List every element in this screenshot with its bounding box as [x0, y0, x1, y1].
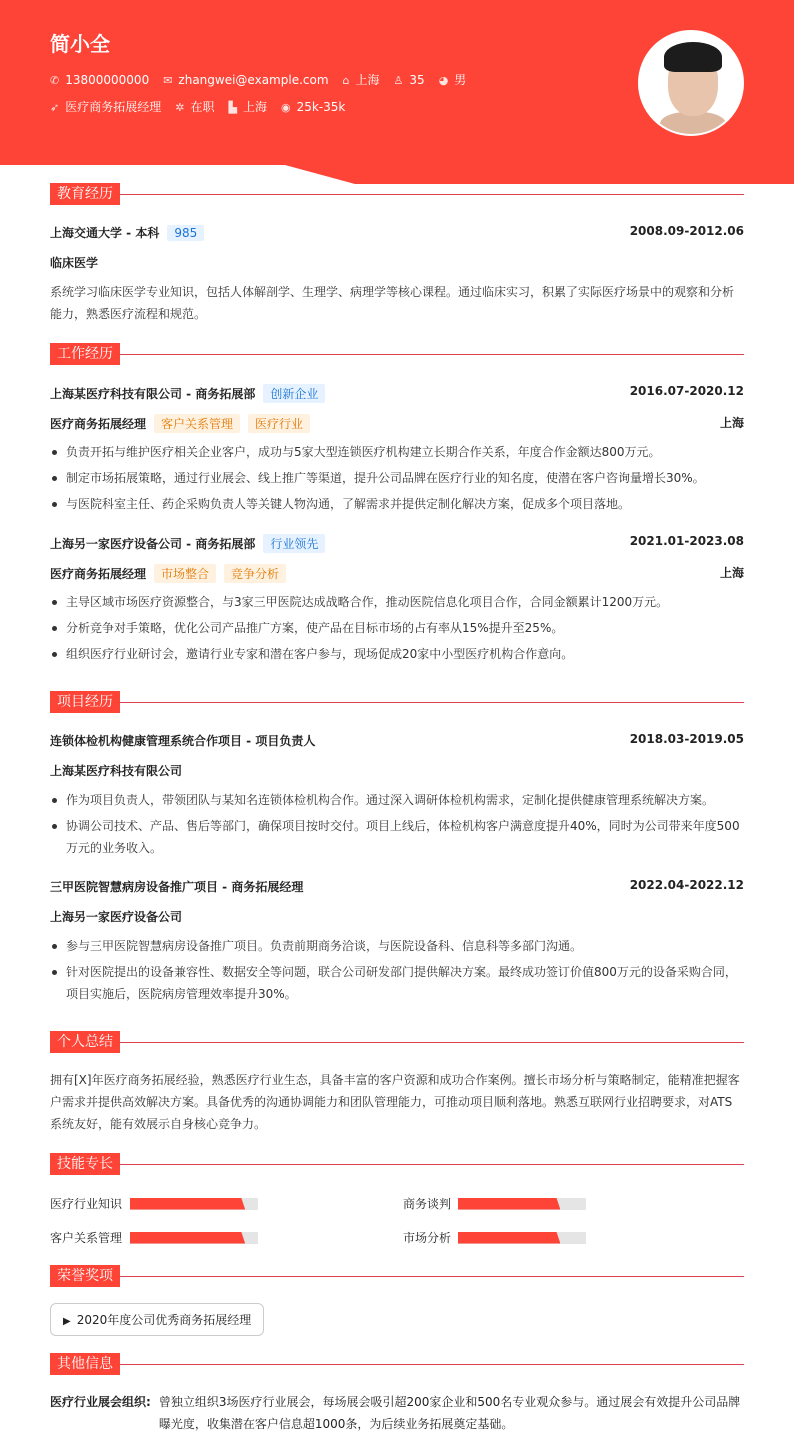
- skill-bar: [458, 1232, 586, 1244]
- list-item: 参与三甲医院智慧病房设备推广项目。负责前期商务洽谈，与医院设备科、信息科等多部门沟通。: [50, 935, 744, 957]
- building-icon: ▙: [228, 101, 237, 114]
- work-bullets: [50, 591, 744, 669]
- education-row: [50, 224, 744, 241]
- project-row: [50, 732, 744, 749]
- project-bullets: [50, 935, 744, 1009]
- work-bullets: [50, 441, 744, 519]
- work-period: 2021.01-2023.08: [629, 534, 744, 548]
- candidate-name: 简小全: [50, 32, 110, 56]
- section-title: 技能专长: [50, 1153, 120, 1175]
- section-title: 个人总结: [50, 1031, 120, 1053]
- project-title: 三甲医院智慧病房设备推广项目 - 商务拓展经理: [50, 880, 304, 894]
- project-period: 2018.03-2019.05: [629, 732, 744, 746]
- list-item: 分析竞争对手策略，优化公司产品推广方案，使产品在目标市场的占有率从15%提升至25%。: [50, 617, 744, 639]
- section-title: 工作经历: [50, 343, 120, 365]
- skill-tag: 竞争分析: [224, 564, 286, 583]
- section-title: 教育经历: [50, 183, 120, 205]
- company: 上海另一家医疗设备公司 - 商务拓展部: [50, 537, 256, 551]
- work-role-row: [50, 564, 744, 583]
- company: 上海某医疗科技有限公司 - 商务拓展部: [50, 387, 256, 401]
- skill-bar-fill: [458, 1232, 560, 1244]
- phone: 13800000000: [65, 72, 150, 87]
- age: 35: [409, 72, 425, 87]
- summary-text: 拥有[X]年医疗商务拓展经验，熟悉医疗行业生态，具备丰富的客户资源和成功合作案例。擅长市场分析与策略制定，能精准把握客户需求并提供高效解决方案。具备优秀的沟通协调能力和团队管理能力，可推动项目顺利落地。熟悉互联网行业招聘要求，对ATS系统友好，能有效展示自身核心竞争力。: [50, 1073, 740, 1131]
- role: 医疗商务拓展经理: [50, 567, 147, 581]
- skill-bar-fill: [130, 1198, 245, 1210]
- target-city: 上海: [242, 100, 267, 114]
- email: zhangwei@example.com: [178, 72, 329, 87]
- skill-bar: [458, 1198, 586, 1210]
- list-item: 负责开拓与维护医疗相关企业客户，成功与5家大型连锁医疗机构建立长期合作关系，年度合作金额达800万元。: [50, 441, 744, 463]
- work-company-row: [50, 534, 744, 553]
- education-period: 2008.09-2012.06: [629, 224, 744, 238]
- work-role-row: [50, 414, 744, 433]
- work-city: 上海: [719, 416, 744, 430]
- company-tag: 创新企业: [263, 384, 325, 403]
- caret-right-icon: ▶: [63, 1316, 71, 1327]
- job-row: [50, 98, 345, 115]
- section-work: [50, 343, 744, 365]
- mail-icon: ✉: [163, 73, 173, 87]
- home-icon: ⌂: [342, 74, 350, 87]
- city: 上海: [355, 73, 380, 87]
- company-tag: 行业领先: [263, 534, 325, 553]
- skill-item: 商务谈判: [403, 1195, 586, 1212]
- skill-item: 客户关系管理: [50, 1229, 258, 1246]
- school: 上海交通大学 - 本科: [50, 226, 160, 240]
- section-projects: [50, 691, 744, 713]
- section-other: [50, 1353, 744, 1375]
- skill-bar: [130, 1232, 258, 1244]
- role: 医疗商务拓展经理: [50, 417, 147, 431]
- skill-tag: 市场整合: [154, 564, 216, 583]
- school-tag: 985: [167, 225, 204, 241]
- work-company-row: [50, 384, 744, 403]
- section-title: 项目经历: [50, 691, 120, 713]
- contact-row: [50, 71, 466, 88]
- list-item: 协调公司技术、产品、售后等部门，确保项目按时交付。项目上线后，体检机构客户满意度提升40%，同时为公司带来年度500万元的业务收入。: [50, 815, 744, 859]
- project-title: 连锁体检机构健康管理系统合作项目 - 项目负责人: [50, 734, 316, 748]
- list-item: 作为项目负责人，带领团队与某知名连锁体检机构合作。通过深入调研体检机构需求，定制化提供健康管理系统解决方案。: [50, 789, 744, 811]
- section-title: 其他信息: [50, 1353, 120, 1375]
- list-item: 主导区域市场医疗资源整合，与3家三甲医院达成战略合作，推动医院信息化项目合作，合同金额累计1200万元。: [50, 591, 744, 613]
- education-desc: 系统学习临床医学专业知识，包括人体解剖学、生理学、病理学等核心课程。通过临床实习，积累了实际医疗场景中的观察和分析能力，熟悉医疗流程和规范。: [50, 285, 735, 321]
- skill-item: 医疗行业知识: [50, 1195, 258, 1212]
- project-bullets: [50, 789, 744, 863]
- position: 医疗商务拓展经理: [65, 100, 162, 114]
- other-text: 曾独立组织3场医疗行业展会，每场展会吸引超200家企业和500名专业观众参与。通过展会有效提升公司品牌曝光度，收集潜在客户信息超1000条，为后续业务拓展奠定基础。: [158, 1395, 741, 1431]
- project-row: [50, 878, 744, 895]
- major: 临床医学: [50, 256, 99, 270]
- project-company: 上海另一家医疗设备公司: [50, 910, 183, 924]
- status: 在职: [190, 100, 215, 114]
- award-item[interactable]: [50, 1303, 264, 1336]
- list-item: 制定市场拓展策略，通过行业展会、线上推广等渠道，提升公司品牌在医疗行业的知名度，使潜在客户咨询量增长30%。: [50, 467, 744, 489]
- work-city: 上海: [719, 566, 744, 580]
- section-summary: [50, 1031, 744, 1053]
- section-education: [50, 183, 744, 205]
- section-awards: [50, 1265, 744, 1287]
- cake-icon: ♙: [393, 73, 404, 87]
- project-period: 2022.04-2022.12: [629, 878, 744, 892]
- salary-icon: ◉: [280, 100, 291, 114]
- other-info: [50, 1391, 744, 1435]
- project-company: 上海某医疗科技有限公司: [50, 764, 183, 778]
- list-item: 针对医院提出的设备兼容性、数据安全等问题，联合公司研发部门提供解决方案。最终成功签订价值800万元的设备采购合同，项目实施后，医院病房管理效率提升30%。: [50, 961, 744, 1005]
- gender: 男: [454, 73, 467, 87]
- work-period: 2016.07-2020.12: [629, 384, 744, 398]
- avatar: [638, 30, 744, 136]
- list-item: 组织医疗行业研讨会，邀请行业专家和潜在客户参与，现场促成20家中小型医疗机构合作意向。: [50, 643, 744, 665]
- award-label: 2020年度公司优秀商务拓展经理: [76, 1313, 252, 1327]
- skill-tag: 客户关系管理: [154, 414, 240, 433]
- status-icon: ✲: [175, 101, 185, 114]
- gender-icon: ◕: [438, 74, 449, 87]
- other-label: 医疗行业展会组织:: [50, 1395, 151, 1409]
- salary: 25k-35k: [296, 99, 346, 114]
- list-item: 与医院科室主任、药企采购负责人等关键人物沟通，了解需求并提供定制化解决方案，促成多个项目落地。: [50, 493, 744, 515]
- skill-bar-fill: [458, 1198, 560, 1210]
- skill-item: 市场分析: [403, 1229, 586, 1246]
- section-skills: [50, 1153, 744, 1175]
- section-title: 荣誉奖项: [50, 1265, 120, 1287]
- skill-tag: 医疗行业: [248, 414, 310, 433]
- phone-icon: ✆: [50, 73, 60, 87]
- skill-bar: [130, 1198, 258, 1210]
- skill-bar-fill: [130, 1232, 245, 1244]
- send-icon: ➶: [50, 101, 60, 114]
